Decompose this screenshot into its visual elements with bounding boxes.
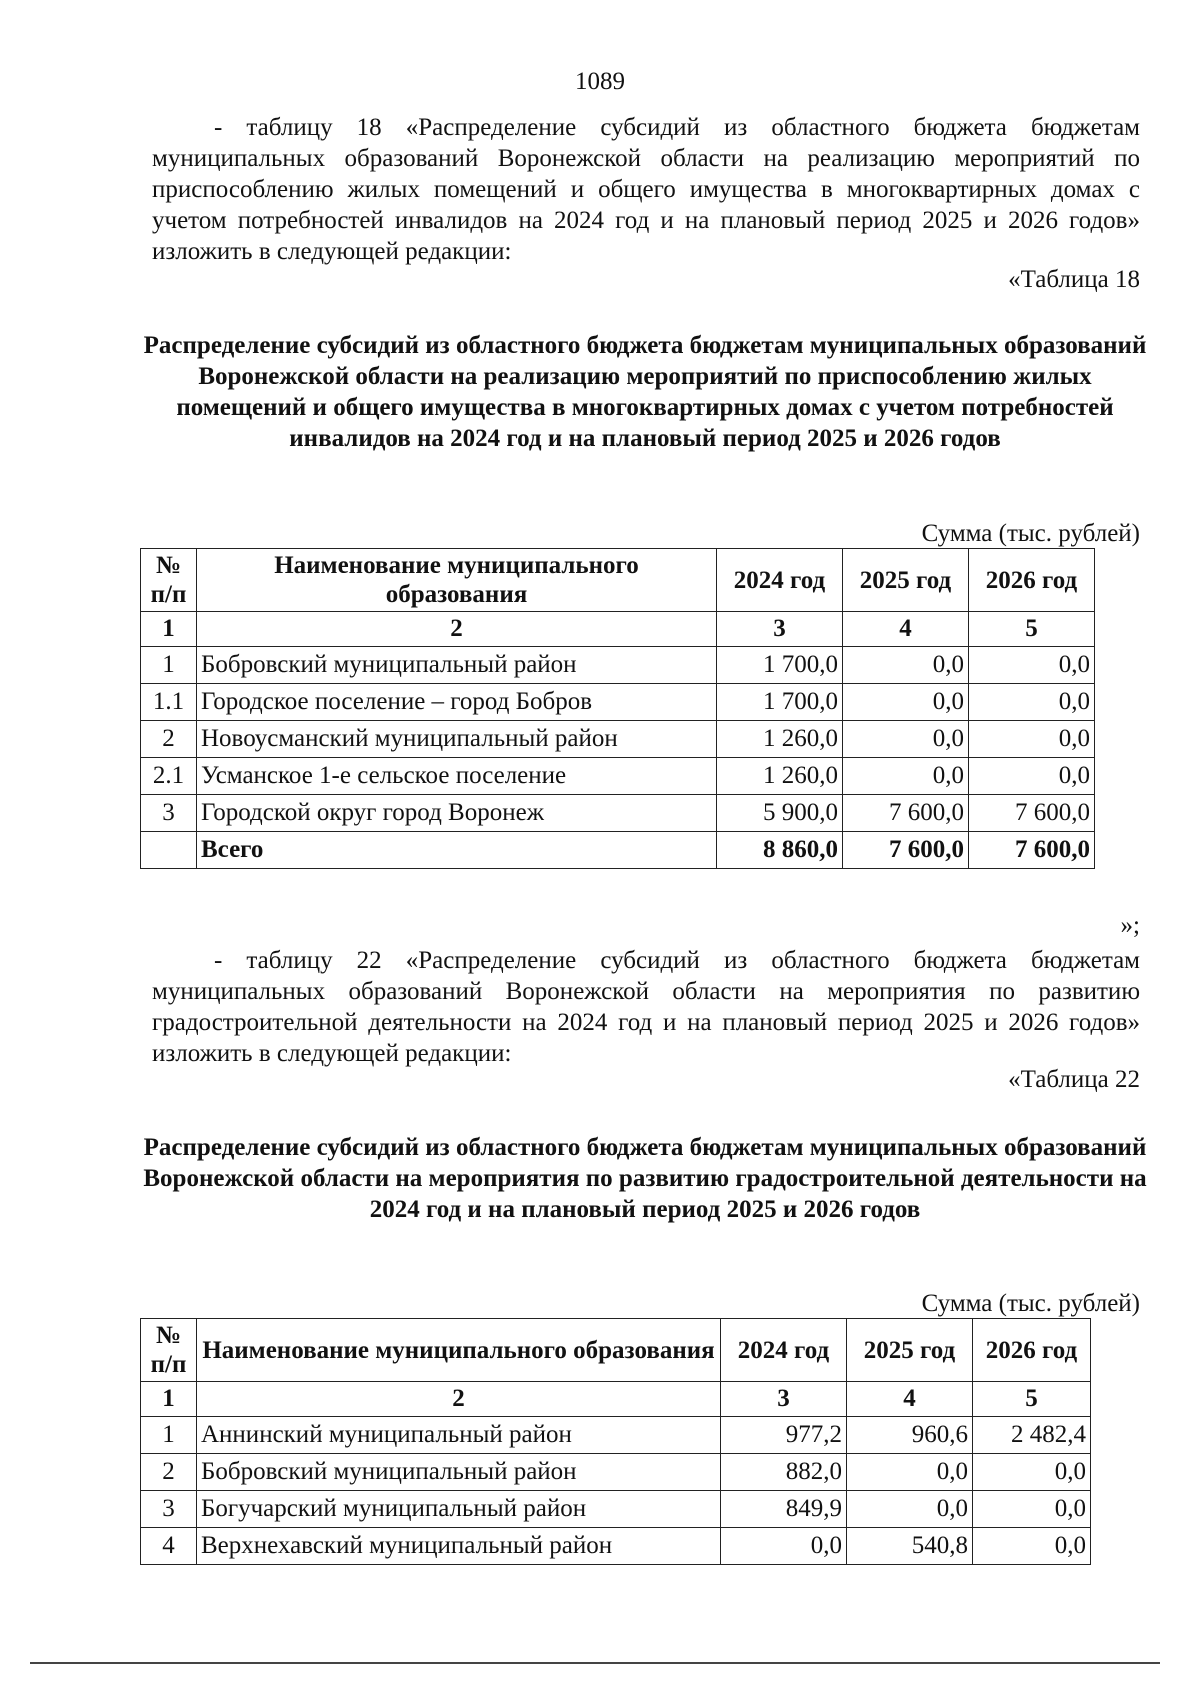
- index-cell: 5: [969, 612, 1095, 647]
- table-row: [141, 1528, 1091, 1565]
- row-number: 2: [141, 721, 197, 758]
- row-number: 2.1: [141, 758, 197, 795]
- table-row: [141, 1491, 1091, 1528]
- table-header-row: [141, 549, 1095, 612]
- section2-intro-text: - таблицу 22 «Распределение субсидий из областного бюджета бюджетам муниципальных образований Воронежской области на мероприятия по развитию градостроительной деятельности на 2024 год и на плановый период 2025 и 2026 годов» изложить в следующей редакции:: [152, 947, 1140, 1067]
- value-2025: 0,0: [847, 1491, 973, 1528]
- value-2024: 1 700,0: [717, 684, 843, 721]
- value-2025: 540,8: [847, 1528, 973, 1565]
- value-2025: 0,0: [843, 647, 969, 684]
- index-cell: 4: [847, 1382, 973, 1417]
- section2-intro: [152, 945, 1140, 1069]
- row-name: Богучарский муниципальный район: [197, 1491, 721, 1528]
- row-number: 1: [141, 647, 197, 684]
- header-cell: Наименование муниципального образования: [197, 549, 717, 612]
- header-cell: № п/п: [141, 549, 197, 612]
- row-name: Городской округ город Воронеж: [197, 795, 717, 832]
- section2-units: Сумма (тыс. рублей): [921, 1290, 1140, 1317]
- section1-table: [140, 548, 1095, 869]
- row-name: Всего: [197, 832, 717, 869]
- section1-closing: »;: [1120, 912, 1140, 939]
- index-cell: 1: [141, 612, 197, 647]
- row-name: Усманское 1-е сельское поселение: [197, 758, 717, 795]
- table-row: [141, 1454, 1091, 1491]
- value-2024: 849,9: [721, 1491, 847, 1528]
- value-2025: 0,0: [843, 721, 969, 758]
- row-number: 2: [141, 1454, 197, 1491]
- header-cell: Наименование муниципального образования: [197, 1319, 721, 1382]
- page-number: 1089: [575, 68, 625, 95]
- section1-title: Распределение субсидий из областного бюджета бюджетам муниципальных образований Воронежской области на реализацию мероприятий по приспособлению жилых помещений и общего имущества в многоквартирных домах с учетом потребностей инвалидов на 2024 год и на плановый период 2025 и 2026 годов: [143, 332, 1147, 452]
- value-2024: 882,0: [721, 1454, 847, 1491]
- header-cell: 2026 год: [969, 549, 1095, 612]
- row-number: 3: [141, 1491, 197, 1528]
- value-2025: 0,0: [843, 684, 969, 721]
- value-2026: 0,0: [969, 758, 1095, 795]
- index-cell: 1: [141, 1382, 197, 1417]
- value-2024: 5 900,0: [717, 795, 843, 832]
- value-2024: 977,2: [721, 1417, 847, 1454]
- value-2025: 960,6: [847, 1417, 973, 1454]
- section2-table: [140, 1318, 1091, 1565]
- footer-divider: [30, 1662, 1160, 1664]
- value-2025: 7 600,0: [843, 795, 969, 832]
- section1-units: Сумма (тыс. рублей): [921, 520, 1140, 547]
- value-2026: 7 600,0: [969, 832, 1095, 869]
- row-name: Городское поселение – город Бобров: [197, 684, 717, 721]
- table-row: [141, 1417, 1091, 1454]
- value-2024: 1 260,0: [717, 758, 843, 795]
- row-name: Верхнехавский муниципальный район: [197, 1528, 721, 1565]
- header-cell: 2025 год: [847, 1319, 973, 1382]
- value-2026: 0,0: [969, 684, 1095, 721]
- index-cell: 2: [197, 1382, 721, 1417]
- table-row: [141, 758, 1095, 795]
- row-name: Бобровский муниципальный район: [197, 647, 717, 684]
- index-cell: 2: [197, 612, 717, 647]
- section1-table-label: «Таблица 18: [1008, 266, 1140, 293]
- header-cell: 2024 год: [721, 1319, 847, 1382]
- value-2026: 2 482,4: [973, 1417, 1091, 1454]
- table-row: [141, 647, 1095, 684]
- value-2024: 0,0: [721, 1528, 847, 1565]
- value-2026: 0,0: [973, 1528, 1091, 1565]
- row-number: 3: [141, 795, 197, 832]
- header-cell: 2024 год: [717, 549, 843, 612]
- index-cell: 3: [721, 1382, 847, 1417]
- row-number: 4: [141, 1528, 197, 1565]
- index-cell: 4: [843, 612, 969, 647]
- table-row: [141, 795, 1095, 832]
- value-2026: 0,0: [969, 647, 1095, 684]
- row-number: 1.1: [141, 684, 197, 721]
- value-2026: 0,0: [973, 1491, 1091, 1528]
- table-header-row: [141, 1319, 1091, 1382]
- row-number: 1: [141, 1417, 197, 1454]
- value-2026: 7 600,0: [969, 795, 1095, 832]
- table-row: [141, 721, 1095, 758]
- column-index-row: [141, 612, 1095, 647]
- value-2026: 0,0: [973, 1454, 1091, 1491]
- row-name: Бобровский муниципальный район: [197, 1454, 721, 1491]
- total-row: [141, 832, 1095, 869]
- column-index-row: [141, 1382, 1091, 1417]
- section1-intro: [152, 112, 1140, 267]
- header-cell: № п/п: [141, 1319, 197, 1382]
- value-2025: 0,0: [847, 1454, 973, 1491]
- value-2024: 1 700,0: [717, 647, 843, 684]
- index-cell: 3: [717, 612, 843, 647]
- value-2025: 7 600,0: [843, 832, 969, 869]
- value-2025: 0,0: [843, 758, 969, 795]
- header-cell: 2025 год: [843, 549, 969, 612]
- section2-table-label: «Таблица 22: [1008, 1066, 1140, 1093]
- section2-title: Распределение субсидий из областного бюджета бюджетам муниципальных образований Воронежской области на мероприятия по развитию градостроительной деятельности на 2024 год и на плановый период 2025 и 2026 годов: [143, 1134, 1147, 1223]
- header-cell: 2026 год: [973, 1319, 1091, 1382]
- row-name: Новоусманский муниципальный район: [197, 721, 717, 758]
- value-2024: 1 260,0: [717, 721, 843, 758]
- section1-intro-text: - таблицу 18 «Распределение субсидий из областного бюджета бюджетам муниципальных образований Воронежской области на реализацию мероприятий по приспособлению жилых помещений и общего имущества в многоквартирных домах с учетом потребностей инвалидов на 2024 год и на плановый период 2025 и 2026 годов» изложить в следующей редакции:: [152, 114, 1140, 265]
- table-row: [141, 684, 1095, 721]
- row-number: [141, 832, 197, 869]
- value-2024: 8 860,0: [717, 832, 843, 869]
- row-name: Аннинский муниципальный район: [197, 1417, 721, 1454]
- value-2026: 0,0: [969, 721, 1095, 758]
- index-cell: 5: [973, 1382, 1091, 1417]
